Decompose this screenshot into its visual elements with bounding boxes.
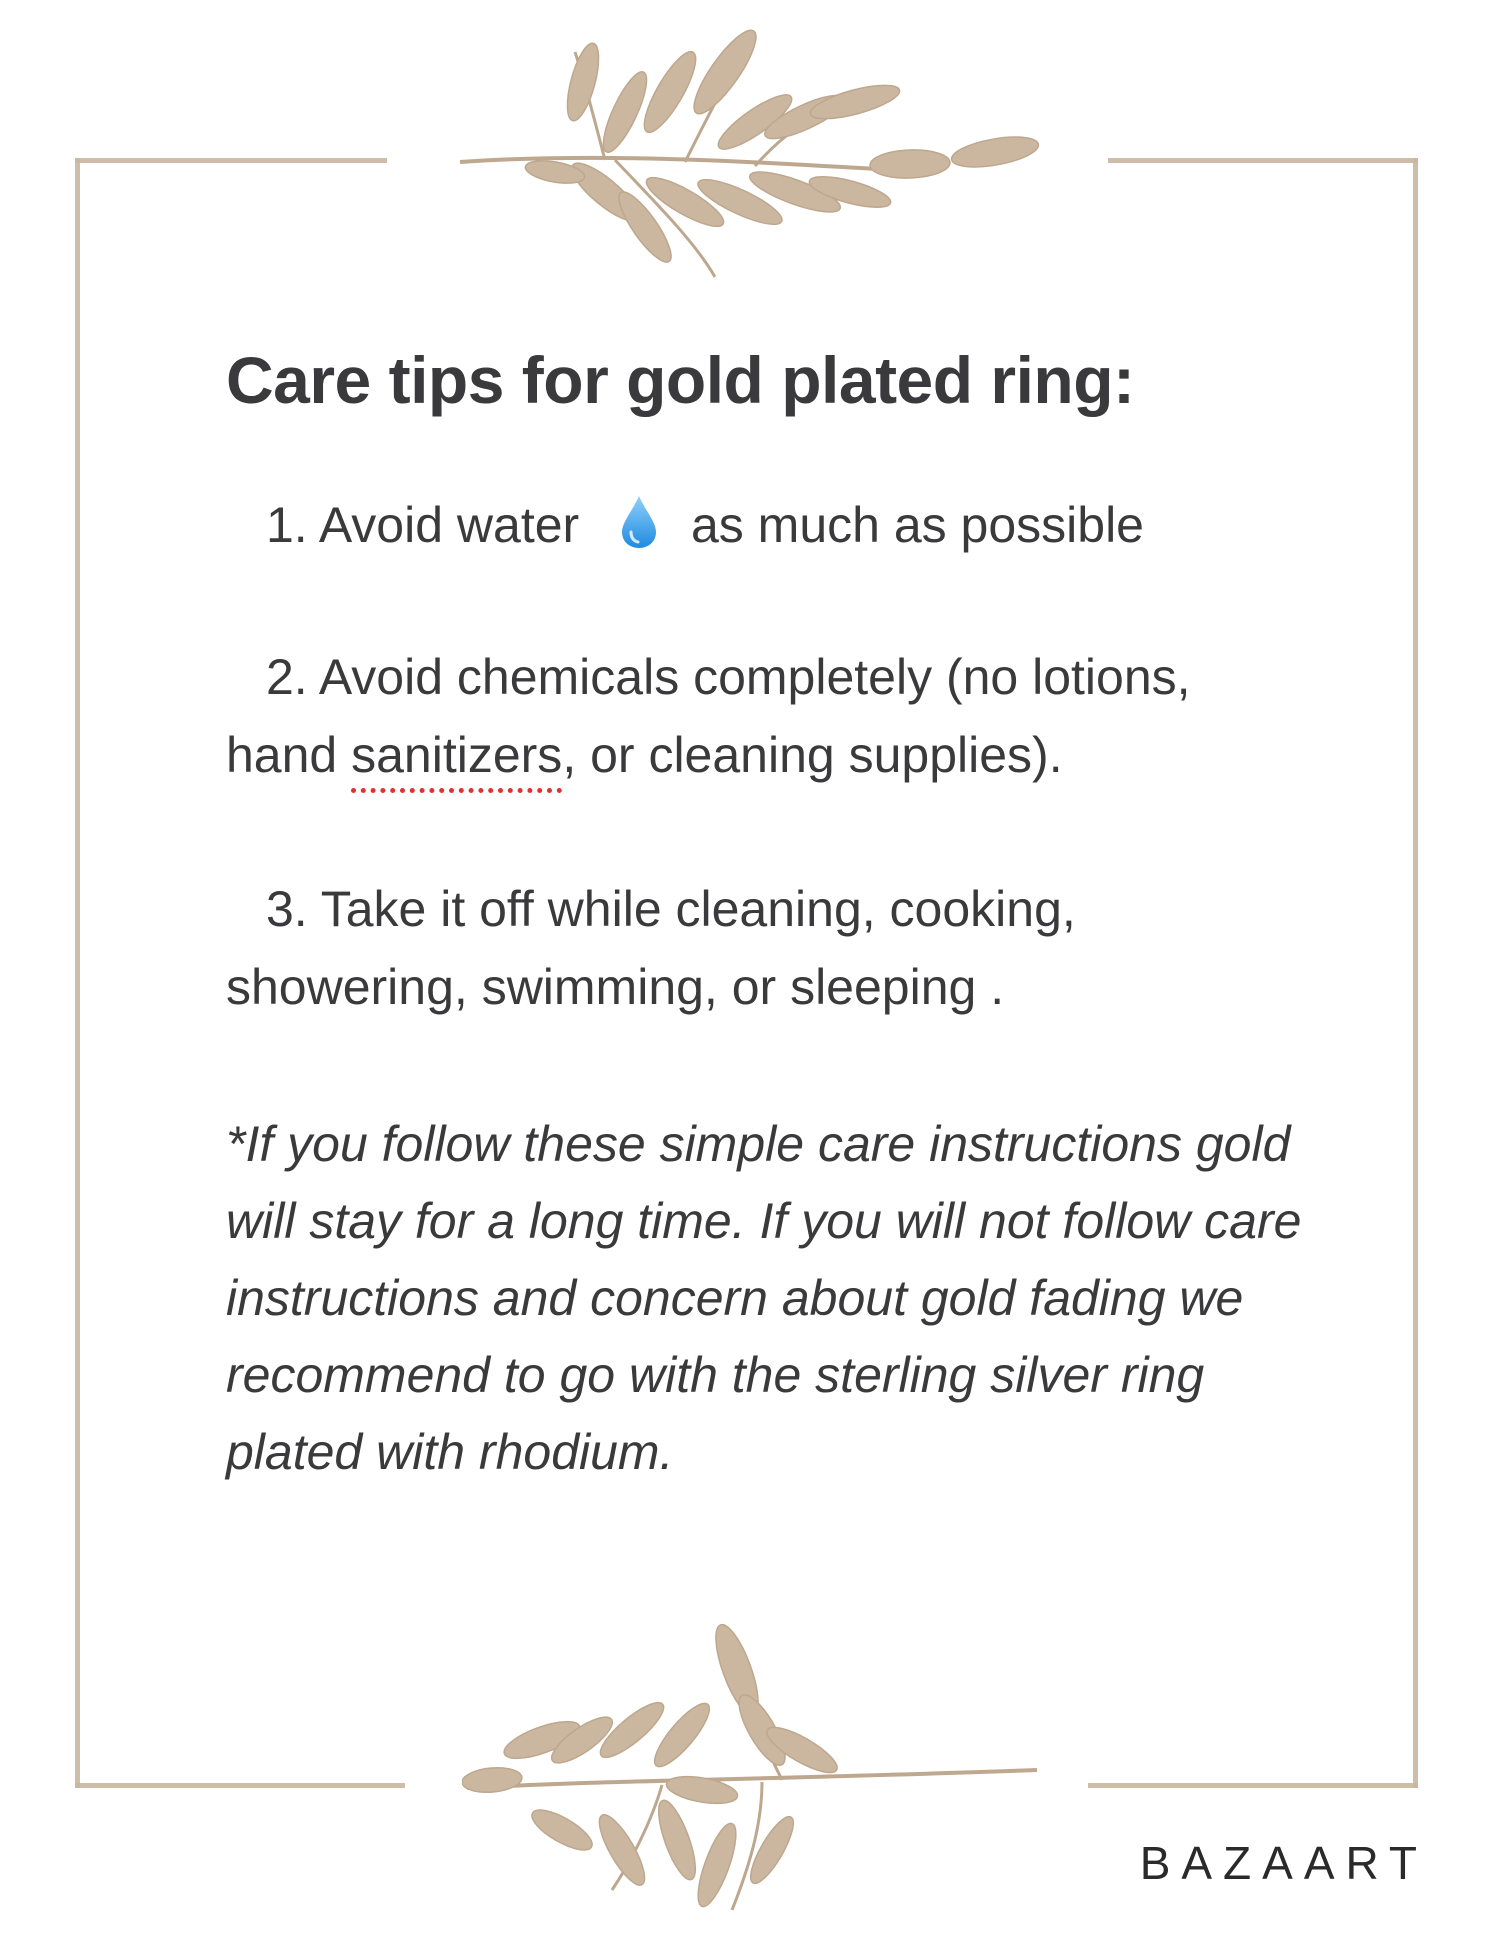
care-tips-content xyxy=(226,340,1316,1491)
tip-3-line1: Take it off while cleaning, cooking, xyxy=(320,881,1076,937)
tip-2 xyxy=(226,638,1316,794)
frame-bottom-left xyxy=(75,1783,405,1788)
tip-2-line2-start: hand xyxy=(226,727,352,783)
frame-left xyxy=(75,158,80,1788)
frame-top-left xyxy=(75,158,387,163)
tip-3-number: 3. xyxy=(266,881,308,937)
tip-3-line2: showering, swimming, or sleeping . xyxy=(226,959,1005,1015)
frame-top-right xyxy=(1108,158,1418,163)
tip-2-line1: Avoid chemicals completely (no lotions, xyxy=(318,649,1191,705)
page-title: Care tips for gold plated ring: xyxy=(226,343,1135,417)
water-drop-icon xyxy=(619,494,659,550)
brand-watermark: BAZAART xyxy=(1139,1837,1428,1889)
tip-2-number: 2. xyxy=(266,649,308,705)
tip-1 xyxy=(226,486,1316,564)
tip-2-line2-end: , or cleaning supplies). xyxy=(562,727,1063,783)
frame-bottom-right xyxy=(1088,1783,1418,1788)
bottom-leaf-sprig-icon xyxy=(462,1620,1042,1920)
frame-right xyxy=(1413,158,1418,1788)
tip-1-number: 1. xyxy=(266,497,308,553)
top-leaf-sprig-icon xyxy=(455,22,1045,292)
tip-1-text-after: as much as possible xyxy=(690,497,1144,553)
tip-3 xyxy=(226,870,1316,1026)
tip-1-text-before: Avoid water xyxy=(318,497,580,553)
misspelled-word[interactable]: sanitizers xyxy=(351,727,563,783)
care-note: *If you follow these simple care instructions gold will stay for a long time. If you will not follow care instructions and concern about gold fading we recommend to go with the sterling silver ring plated with rhodium. xyxy=(226,1116,1302,1480)
